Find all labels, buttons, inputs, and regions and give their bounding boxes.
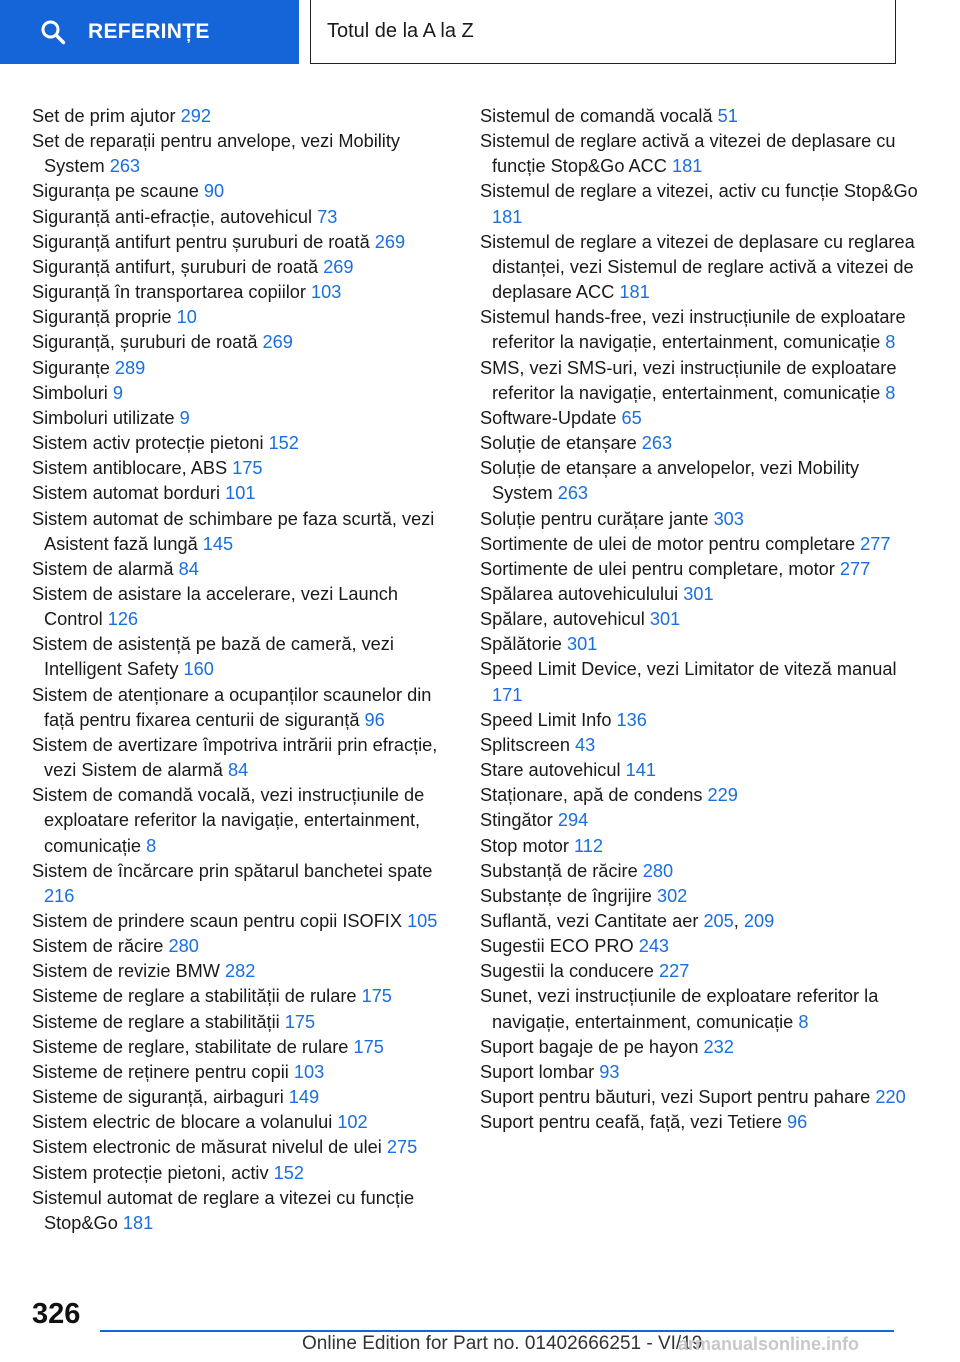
index-entry-text: Set de prim ajutor xyxy=(32,106,176,126)
page-reference-link[interactable]: 105 xyxy=(407,911,438,931)
index-entry-text: Sisteme de reglare a stabilității xyxy=(32,1011,280,1032)
index-entry xyxy=(480,305,920,355)
page-reference-link[interactable]: 73 xyxy=(317,206,338,227)
page-reference-link[interactable]: 101 xyxy=(225,483,256,504)
page-reference-link[interactable]: 160 xyxy=(183,659,214,680)
page-reference-link[interactable]: 289 xyxy=(114,357,146,378)
page-reference-link[interactable]: 171 xyxy=(492,684,523,705)
page-reference-link[interactable]: 227 xyxy=(658,961,690,982)
page-reference-link[interactable]: 9 xyxy=(179,407,190,428)
index-entry xyxy=(480,179,920,229)
index-entry xyxy=(32,129,444,179)
page-reference-link[interactable]: 84 xyxy=(178,558,199,579)
page-reference-link[interactable]: 10 xyxy=(176,307,197,328)
index-entry xyxy=(480,934,920,959)
page-reference-link[interactable]: 102 xyxy=(337,1112,368,1133)
index-entry-text: Siguranță în transportarea copiilor xyxy=(32,282,306,303)
page-reference-link[interactable]: 8 xyxy=(885,332,896,353)
section-tab[interactable] xyxy=(310,0,896,64)
index-entry-text: Sortimente de ulei pentru completare, motor xyxy=(480,558,835,579)
index-entry xyxy=(32,783,444,858)
page-reference-link[interactable]: 263 xyxy=(557,483,589,504)
page-reference-link[interactable]: 269 xyxy=(323,256,354,277)
page-reference-link[interactable]: 51 xyxy=(717,106,738,126)
index-entry-text: Spălare, autovehicul xyxy=(480,609,645,630)
index-entry-text: Sistem de răcire xyxy=(32,936,164,957)
index-entry-text: Sistem activ protecție pietoni xyxy=(32,433,264,454)
index-entry-text: Suport pentru ceafă, față, vezi Tetiere xyxy=(480,1112,782,1133)
index-entry xyxy=(480,708,920,733)
page-reference-link[interactable]: 275 xyxy=(386,1137,418,1158)
index-entry-text: Sistemul de comandă vocală xyxy=(480,106,713,126)
index-entry xyxy=(32,305,444,330)
index-entry xyxy=(480,834,920,859)
index-entry-text: Sisteme de reținere pentru copii xyxy=(32,1061,289,1082)
page-reference-link[interactable]: 145 xyxy=(202,533,234,554)
page-reference-link[interactable]: 216 xyxy=(44,885,75,906)
index-entry xyxy=(32,406,444,431)
index-entry xyxy=(480,1085,920,1110)
index-entry-text: Sistem de comandă vocală, vezi instrucțiunile de exploatare referitor la navigație, entertainment, comunicație xyxy=(32,785,425,856)
index-entry xyxy=(480,984,920,1034)
index-entry-text: Siguranță, șuruburi de roată xyxy=(32,332,258,353)
page-reference-link[interactable]: 282 xyxy=(225,961,256,982)
page-reference-link[interactable]: 8 xyxy=(146,835,157,856)
index-entry-text: Sistem automat borduri xyxy=(32,483,221,504)
index-entry xyxy=(32,859,444,909)
page-reference-link[interactable]: 181 xyxy=(492,206,523,227)
index-entry xyxy=(32,909,444,934)
index-entry-text: Simboluri utilizate xyxy=(32,407,175,428)
page-reference-link[interactable]: 96 xyxy=(787,1112,808,1133)
index-entry-text: Sistemul de reglare activă a vitezei de deplasare cu funcție Stop&Go ACC xyxy=(480,131,896,177)
page-reference-link[interactable]: 43 xyxy=(575,734,596,755)
index-entry-text: Sistem automat de schimbare pe faza scurtă, vezi Asistent fază lungă xyxy=(32,508,435,554)
index-entry-text: Stingător xyxy=(480,810,553,831)
index-entry-text: Sistem de prindere scaun pentru copii ISOFIX xyxy=(32,911,402,931)
site-watermark: armanualsonline.info xyxy=(678,1334,860,1354)
page-reference-link[interactable]: 229 xyxy=(707,785,738,806)
index-entry xyxy=(32,381,444,406)
index-entry-text: Sistemul automat de reglare a vitezei cu funcție Stop&Go xyxy=(32,1187,415,1233)
index-entry xyxy=(32,1186,444,1236)
index-entry-text: Sistem antiblocare, ABS xyxy=(32,458,228,479)
index-entry xyxy=(480,733,920,758)
index-entry xyxy=(480,632,920,657)
index-entry xyxy=(480,507,920,532)
index-entry-text: Siguranță antifurt, șuruburi de roată xyxy=(32,256,319,277)
page-reference-link[interactable]: 152 xyxy=(273,1162,304,1183)
index-entry xyxy=(32,1035,444,1060)
index-entry xyxy=(480,406,920,431)
index-entry xyxy=(32,255,444,280)
index-entry-text: Speed Limit Info xyxy=(480,709,612,730)
index-entry xyxy=(32,280,444,305)
page-reference-link[interactable]: 175 xyxy=(232,458,263,479)
index-entry xyxy=(32,683,444,733)
index-column-right xyxy=(480,104,920,1135)
page-reference-link[interactable]: 303 xyxy=(713,508,744,529)
index-entry-text: Substanță de răcire xyxy=(480,860,638,881)
page-reference-link[interactable]: 243 xyxy=(638,936,670,957)
index-entry xyxy=(480,808,920,833)
search-icon xyxy=(40,17,70,47)
index-entry xyxy=(480,582,920,607)
page-reference-link[interactable]: 141 xyxy=(625,760,656,781)
index-entry-text: Sugestii ECO PRO xyxy=(480,936,634,957)
index-column-left xyxy=(32,104,444,1236)
page-reference-link[interactable]: 220 xyxy=(875,1087,906,1108)
index-entry xyxy=(32,356,444,381)
references-tab[interactable] xyxy=(0,0,299,64)
index-entry-text: Suport pentru băuturi, vezi Suport pentru pahare xyxy=(480,1087,871,1108)
index-entry xyxy=(480,532,920,557)
index-entry xyxy=(480,431,920,456)
index-entry-text: Sisteme de reglare a stabilității de rulare xyxy=(32,986,357,1007)
index-entry-text: Set de reparații pentru anvelope, vezi Mobility System xyxy=(32,131,400,177)
page-reference-link[interactable]: 96 xyxy=(364,709,385,730)
page-reference-link[interactable]: 65 xyxy=(621,407,642,428)
page-reference-link[interactable]: 209 xyxy=(743,911,775,931)
index-entry-text: Spălarea autovehiculului xyxy=(480,583,679,604)
page-reference-link[interactable]: 8 xyxy=(798,1011,809,1032)
index-entry xyxy=(480,884,920,909)
page-reference-link[interactable]: 175 xyxy=(284,1011,316,1032)
index-entry-text: Sortimente de ulei de motor pentru completare xyxy=(480,533,856,554)
index-entry-text: Sistem electronic de măsurat nivelul de ulei xyxy=(32,1137,382,1158)
references-tab-label: REFERINȚE xyxy=(88,20,210,43)
page-reference-link[interactable]: 269 xyxy=(262,332,293,353)
page-reference-link[interactable]: 301 xyxy=(683,583,714,604)
index-entry-text: Suflantă, vezi Cantitate aer xyxy=(480,911,699,931)
page-reference-link[interactable]: 181 xyxy=(619,282,650,303)
page-reference-link[interactable]: 181 xyxy=(122,1212,154,1233)
index-entry xyxy=(32,1060,444,1085)
footer-divider xyxy=(100,1330,894,1332)
index-entry xyxy=(32,481,444,506)
page-reference-link[interactable]: 175 xyxy=(353,1036,384,1057)
index-entry xyxy=(480,607,920,632)
index-entry xyxy=(480,783,920,808)
index-entry xyxy=(32,1010,444,1035)
page-reference-link[interactable]: 152 xyxy=(268,433,299,454)
index-entry-text: Sisteme de siguranță, airbaguri xyxy=(32,1087,284,1108)
page-reference-link[interactable]: 280 xyxy=(168,936,199,957)
index-entry-text: Stare autovehicul xyxy=(480,760,621,781)
index-entry-text: Sistemul de reglare a vitezei de deplasare cu reglarea distanței, vezi Sistemul de reglare activă a vitezei de deplasare ACC xyxy=(480,231,915,303)
index-entry xyxy=(480,230,920,305)
index-entry-text: Splitscreen xyxy=(480,734,570,755)
index-entry xyxy=(32,582,444,632)
index-entry xyxy=(32,330,444,355)
index-entry xyxy=(32,959,444,984)
index-entry xyxy=(32,934,444,959)
page-reference-link[interactable]: 9 xyxy=(112,382,123,403)
index-entry xyxy=(480,557,920,582)
index-entry-text: Sistem de alarmă xyxy=(32,558,174,579)
index-entry xyxy=(480,959,920,984)
index-entry xyxy=(480,129,920,179)
page-reference-link[interactable]: 277 xyxy=(839,558,871,579)
page-reference-link[interactable]: 205 xyxy=(703,911,734,931)
index-entry-text: Siguranță anti-efracție, autovehicul xyxy=(32,206,313,227)
index-entry-text: Siguranțe xyxy=(32,357,110,378)
page-reference-link[interactable]: 103 xyxy=(311,282,342,303)
index-entry xyxy=(480,1110,920,1135)
index-entry xyxy=(480,104,920,129)
page-reference-link[interactable]: 112 xyxy=(574,835,604,856)
page-reference-link[interactable]: 269 xyxy=(374,231,406,252)
index-entry-text: SMS, vezi SMS-uri, vezi instrucțiunile de exploatare referitor la navigație, entertainment, comunicație xyxy=(480,357,897,403)
page-reference-link[interactable]: 294 xyxy=(557,810,589,831)
index-entry-text: Suport bagaje de pe hayon xyxy=(480,1036,699,1057)
page-reference-link[interactable]: 149 xyxy=(288,1087,320,1108)
index-entry xyxy=(32,557,444,582)
section-tab-label: Totul de la A la Z xyxy=(327,20,474,42)
index-entry-text: Speed Limit Device, vezi Limitator de viteză manual xyxy=(480,659,897,680)
index-entry-text: Substanțe de îngrijire xyxy=(480,885,652,906)
index-entry-text: Sistemul hands-free, vezi instrucțiunile de exploatare referitor la navigație, entertainment, comunicație xyxy=(480,307,906,353)
page-reference-link[interactable]: 90 xyxy=(203,181,225,202)
index-entry xyxy=(480,1035,920,1060)
index-entry xyxy=(480,657,920,707)
page-reference-link[interactable]: 277 xyxy=(860,533,891,554)
index-entry xyxy=(32,456,444,481)
index-entry-text: Soluție de etanșare a anvelopelor, vezi Mobility System xyxy=(480,458,860,504)
index-entry-text: Sisteme de reglare, stabilitate de rulare xyxy=(32,1036,349,1057)
index-entry-text: Sunet, vezi instrucțiunile de exploatare referitor la navigație, entertainment, comunicație xyxy=(480,986,879,1032)
index-entry xyxy=(32,1110,444,1135)
index-entry-text: Siguranță proprie xyxy=(32,307,172,328)
index-entry-text: Sistemul de reglare a vitezei, activ cu funcție Stop&Go xyxy=(480,181,918,202)
index-entry xyxy=(32,632,444,682)
index-entry-text: Suport lombar xyxy=(480,1061,595,1082)
index-entry xyxy=(32,431,444,456)
page-reference-link[interactable]: 292 xyxy=(180,106,211,126)
index-entry-text: Sistem de încărcare prin spătarul banchetei spate xyxy=(32,860,433,881)
page-reference-link[interactable]: 93 xyxy=(599,1061,620,1082)
index-entry xyxy=(32,179,444,204)
index-entry xyxy=(480,356,920,406)
index-entry xyxy=(32,104,444,129)
index-entry xyxy=(32,205,444,230)
page-reference-link[interactable]: 280 xyxy=(642,860,674,881)
index-entry xyxy=(480,859,920,884)
page-number: 326 xyxy=(32,1298,81,1330)
index-entry-text: Sistem electric de blocare a volanului xyxy=(32,1112,333,1133)
page-reference-link[interactable]: 126 xyxy=(107,609,139,630)
index-entry-text: Sistem protecție pietoni, activ xyxy=(32,1162,269,1183)
index-entry: Suflantă, vezi Cantitate aer 205, 209 xyxy=(480,911,775,931)
page-reference-link[interactable]: 301 xyxy=(649,609,681,630)
index-entry-text: Soluție de etanșare xyxy=(480,433,637,454)
page-reference-link[interactable]: 181 xyxy=(671,156,703,177)
index-entry xyxy=(480,758,920,783)
index-entry-text: Sugestii la conducere xyxy=(480,961,654,982)
page-reference-link[interactable]: 263 xyxy=(109,156,141,177)
index-entry-text: Siguranță antifurt pentru șuruburi de roată xyxy=(32,231,370,252)
index-entry-text: Spălătorie xyxy=(480,634,562,655)
edition-note: Online Edition for Part no. 01402666251 - VI/19 xyxy=(302,1333,703,1354)
index-entry-text: Software-Update xyxy=(480,407,617,428)
index-entry xyxy=(480,456,920,506)
index-entry-text: Sistem de asistență pe bază de cameră, vezi Intelligent Safety xyxy=(32,634,394,680)
index-entry xyxy=(480,1060,920,1085)
page-reference-link[interactable]: 232 xyxy=(703,1036,734,1057)
index-entry xyxy=(32,1085,444,1110)
index-entry xyxy=(32,1161,444,1186)
page-reference-link[interactable]: 301 xyxy=(566,634,598,655)
index-entry-text: Sistem de revizie BMW xyxy=(32,961,220,982)
index-entry-text: Staționare, apă de condens xyxy=(480,785,703,806)
index-entry xyxy=(32,984,444,1009)
index-entry xyxy=(32,1135,444,1160)
index-entry-text: Sistem de atenționare a ocupanților scaunelor din față pentru fixarea centurii de siguranță xyxy=(32,684,432,730)
page-reference-link[interactable]: 103 xyxy=(293,1061,325,1082)
page-reference-link[interactable]: 175 xyxy=(361,986,392,1007)
index-entry-text: Siguranța pe scaune xyxy=(32,181,199,202)
index-entry xyxy=(32,230,444,255)
page-reference-link[interactable]: 8 xyxy=(885,382,896,403)
index-entry xyxy=(32,507,444,557)
index-entry-text: Stop motor xyxy=(480,835,569,856)
index-entry xyxy=(32,733,444,783)
index-entry-text: Sistem de asistare la accelerare, vezi Launch Control xyxy=(32,583,398,630)
index-entry-text: Sistem de avertizare împotriva intrării prin efracție, vezi Sistem de alarmă xyxy=(32,734,438,781)
index-entry-text: Soluție pentru curățare jante xyxy=(480,508,709,529)
page-reference-link[interactable]: 302 xyxy=(656,885,688,906)
page-reference-link[interactable]: 263 xyxy=(641,433,673,454)
index-entry-text: Simboluri xyxy=(32,382,108,403)
page-reference-link[interactable]: 84 xyxy=(227,760,249,781)
page-reference-link[interactable]: 136 xyxy=(616,709,647,730)
